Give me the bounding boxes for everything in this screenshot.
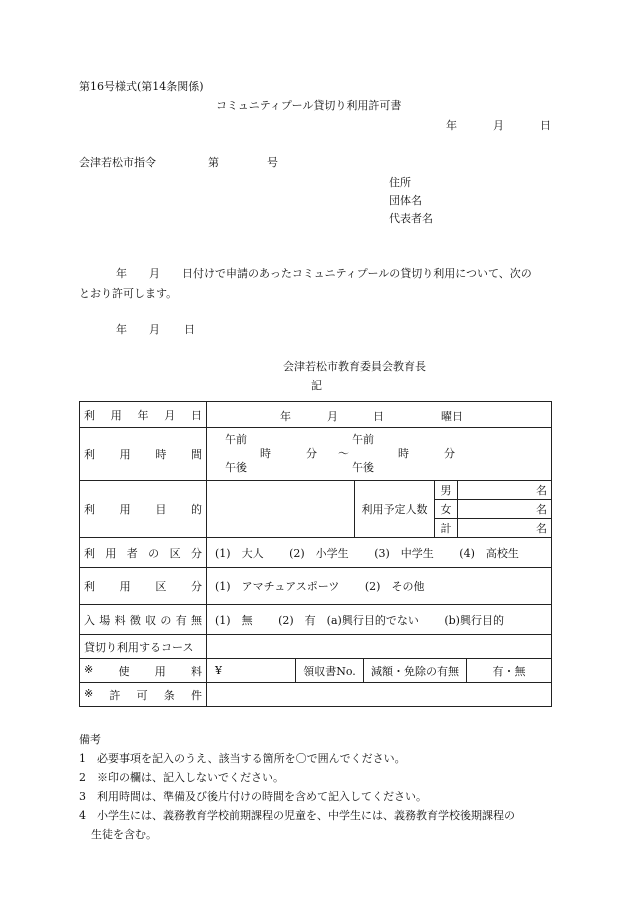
category-option-junior-high[interactable]: (3) 中学生 — [374, 546, 434, 560]
course-label: 貸切り利用するコース — [80, 635, 207, 659]
body-line-1: 年 月 日付けで申請のあったコミュニティプールの貸切り利用について、次の — [116, 267, 532, 280]
body-date-month: 月 — [149, 323, 160, 336]
fee-option-none[interactable]: (1) 無 — [215, 613, 253, 627]
user-category-row — [80, 538, 552, 568]
usage-time-row — [80, 428, 552, 481]
category-option-elementary[interactable]: (2) 小学生 — [289, 546, 349, 560]
reduction-label: 減額・免除の有無 — [364, 659, 467, 682]
directive-dai: 第 — [208, 156, 219, 169]
document-title: コミュニティプール貸切り利用許可書 — [216, 99, 402, 112]
address-label: 住所 — [389, 176, 411, 189]
note-item-continuation: 生徒を含む。 — [91, 828, 157, 841]
usage-time-label: 利 用 時 間 — [80, 428, 207, 481]
usage-type-label: 利 用 区 分 — [80, 568, 207, 605]
count-female-field[interactable]: 名 — [458, 500, 552, 519]
course-field[interactable] — [207, 635, 552, 659]
type-option-amateur-sports[interactable]: (1) アマチュアスポーツ — [215, 580, 340, 593]
note-item: 4 小学生には、義務教育学校前期課程の児童を、中学生には、義務教育学校後期課程の — [79, 809, 515, 822]
usage-date-label: 利 用 年 月 日 — [80, 402, 207, 428]
conditions-field[interactable] — [207, 683, 552, 707]
admission-fee-options — [207, 605, 552, 635]
count-total-field[interactable]: 名 — [458, 519, 552, 538]
note-item: 2 ※印の欄は、記入しないでください。 — [79, 771, 284, 784]
category-option-adult[interactable]: (1) 大人 — [215, 546, 264, 560]
count-male-field[interactable]: 名 — [458, 481, 552, 500]
user-category-label: 利 用 者 の 区 分 — [80, 538, 207, 568]
usage-charge-cells — [207, 659, 552, 683]
notes-heading: 備考 — [79, 733, 101, 746]
issuer-name: 会津若松市教育委員会教育長 — [283, 360, 426, 373]
directive-prefix: 会津若松市指令 — [79, 156, 156, 169]
usage-charge-label: ※ 使 用 料 — [80, 659, 207, 683]
fee-option-commercial[interactable]: (b)興行目的 — [444, 613, 504, 627]
usage-purpose-label: 利 用 目 的 — [80, 481, 207, 538]
usage-time-field[interactable]: 午前 午後 時 分 〜 午前 午後 時 分 — [207, 428, 552, 481]
usage-purpose-row — [80, 481, 552, 500]
usage-date-row — [80, 402, 552, 428]
usage-type-options — [207, 568, 552, 605]
note-item: 3 利用時間は、準備及び後片付けの時間を含めて記入してください。 — [79, 790, 427, 803]
form-number: 第16号様式(第14条関係) — [79, 80, 204, 93]
charge-amount-field[interactable]: ¥ — [207, 659, 296, 682]
admission-fee-row — [80, 605, 552, 635]
count-total-label: 計 — [435, 519, 458, 538]
conditions-label: ※ 許 可 条 件 — [80, 683, 207, 707]
fee-option-non-commercial[interactable]: (2) 有 (a)興行目的でない — [278, 613, 419, 627]
note-item: 1 必要事項を記入のうえ、該当する箇所を〇で囲んでください。 — [79, 752, 406, 765]
body-date-year: 年 — [116, 323, 127, 336]
user-category-options — [207, 538, 552, 568]
reduction-yes-no[interactable]: 有・無 — [492, 664, 526, 678]
count-female-label: 女 — [435, 500, 458, 519]
usage-charge-row — [80, 659, 552, 683]
directive-go: 号 — [267, 156, 278, 169]
body-line-2: とおり許可します。 — [79, 287, 178, 300]
course-row — [80, 635, 552, 659]
admission-fee-label: 入 場 料 徴 収 の 有 無 — [80, 605, 207, 635]
ki-label: 記 — [311, 379, 322, 392]
count-male-label: 男 — [435, 481, 458, 500]
representative-label: 代表者名 — [389, 212, 433, 225]
date-day-label: 日 — [540, 119, 551, 132]
category-option-high-school[interactable]: (4) 高校生 — [459, 546, 519, 560]
expected-count-label: 利用予定人数 — [355, 481, 435, 538]
permit-table — [79, 401, 552, 707]
usage-type-row — [80, 568, 552, 605]
receipt-number-field[interactable]: 領収書No. — [296, 659, 364, 682]
conditions-row — [80, 683, 552, 707]
usage-purpose-field[interactable] — [207, 481, 355, 538]
org-label: 団体名 — [389, 194, 422, 207]
date-year-label: 年 — [446, 119, 457, 132]
body-date-day: 日 — [184, 323, 195, 336]
usage-date-field[interactable]: 年 月 日 曜日 — [207, 402, 552, 428]
type-option-other[interactable]: (2) その他 — [364, 580, 425, 593]
date-month-label: 月 — [493, 119, 504, 132]
